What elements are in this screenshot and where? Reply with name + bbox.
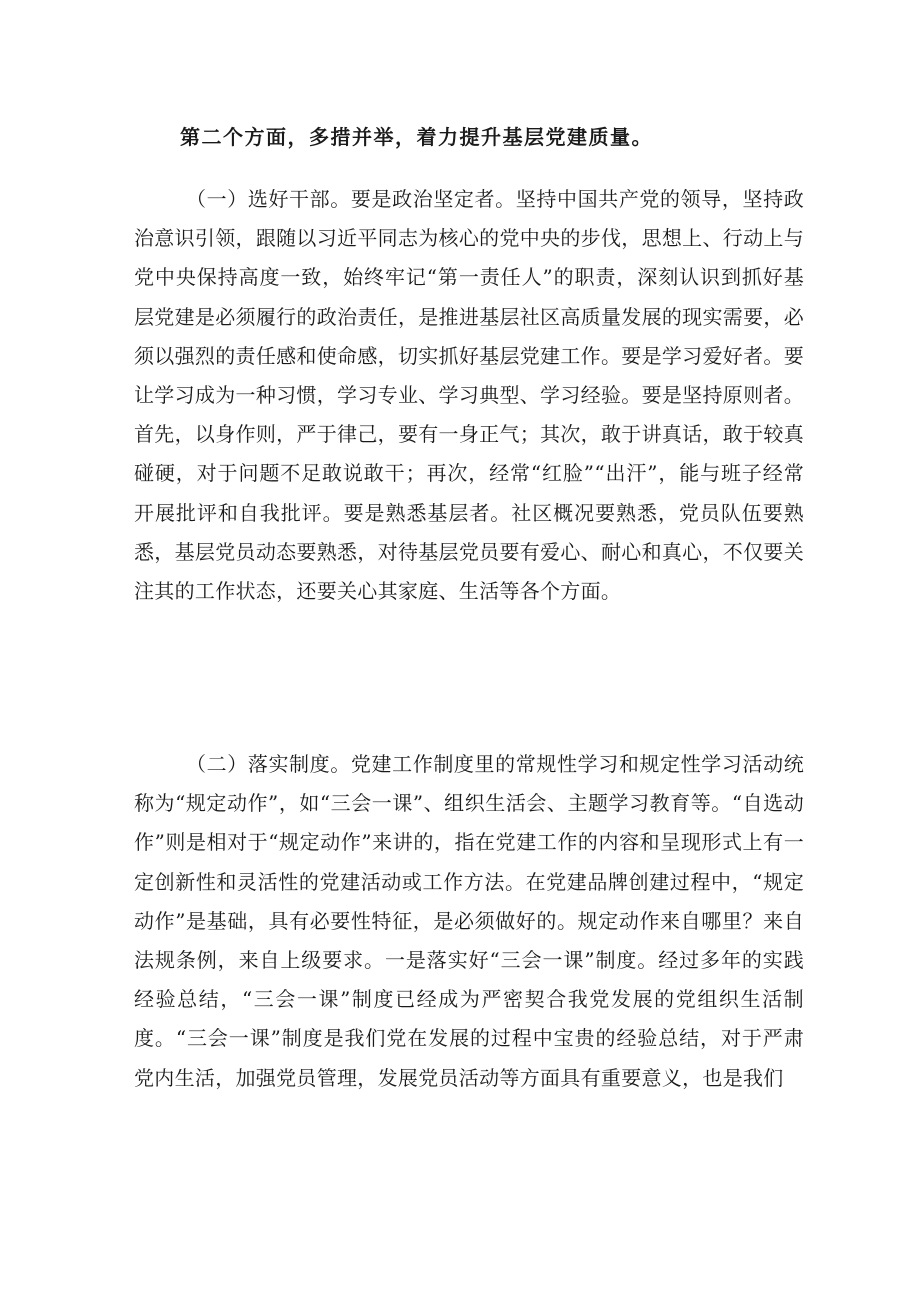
section-heading: 第二个方面，多措并举，着力提升基层党建质量。 — [180, 125, 653, 149]
paragraph-implement-system: （二）落实制度。党建工作制度里的常规性学习和规定性学习活动统称为“规定动作”，如“三会一课”、组织生活会、主题学习教育等。“自选动作”则是相对于“规定动作”来讲的，指在党建工作的内容和呈现形式上有一定创新性和灵活性的党建活动或工作方法。在党建品牌创建过程中，“规定动作”是基础，具有必要性特征，是必须做好的。规定动作来自哪里？来自法规条例，来自上级要求。一是落实好“三会一课”制度。经过多年的实践经验总结，“三会一课”制度已经成为严密契合我党发展的党组织生活制度。“三会一课”制度是我们党在发展的过程中宝贵的经验总结，对于严肃党内生活，加强党员管理，发展党员活动等方面具有重要意义，也是我们 — [134, 752, 804, 1090]
paragraph-select-cadres: （一）选好干部。要是政治坚定者。坚持中国共产党的领导，坚持政治意识引领，跟随以习近平同志为核心的党中央的步伐，思想上、行动上与党中央保持高度一致，始终牢记“第一责任人”的职责，深刻认识到抓好基层党建是必须履行的政治责任，是推进基层社区高质量发展的现实需要，必须以强烈的责任感和使命感，切实抓好基层党建工作。要是学习爱好者。要让学习成为一种习惯，学习专业、学习典型、学习经验。要是坚持原则者。首先，以身作则，严于律己，要有一身正气；其次，敢于讲真话，敢于较真碰硬，对于问题不足敢说敢干；再次，经常“红脸”“出汗”，能与班子经常开展批评和自我批评。要是熟悉基层者。社区概况要熟悉，党员队伍要熟悉，基层党员动态要熟悉，对待基层党员要有爱心、耐心和真心，不仅要关注其的工作状态，还要关心其家庭、生活等各个方面。 — [134, 187, 804, 604]
